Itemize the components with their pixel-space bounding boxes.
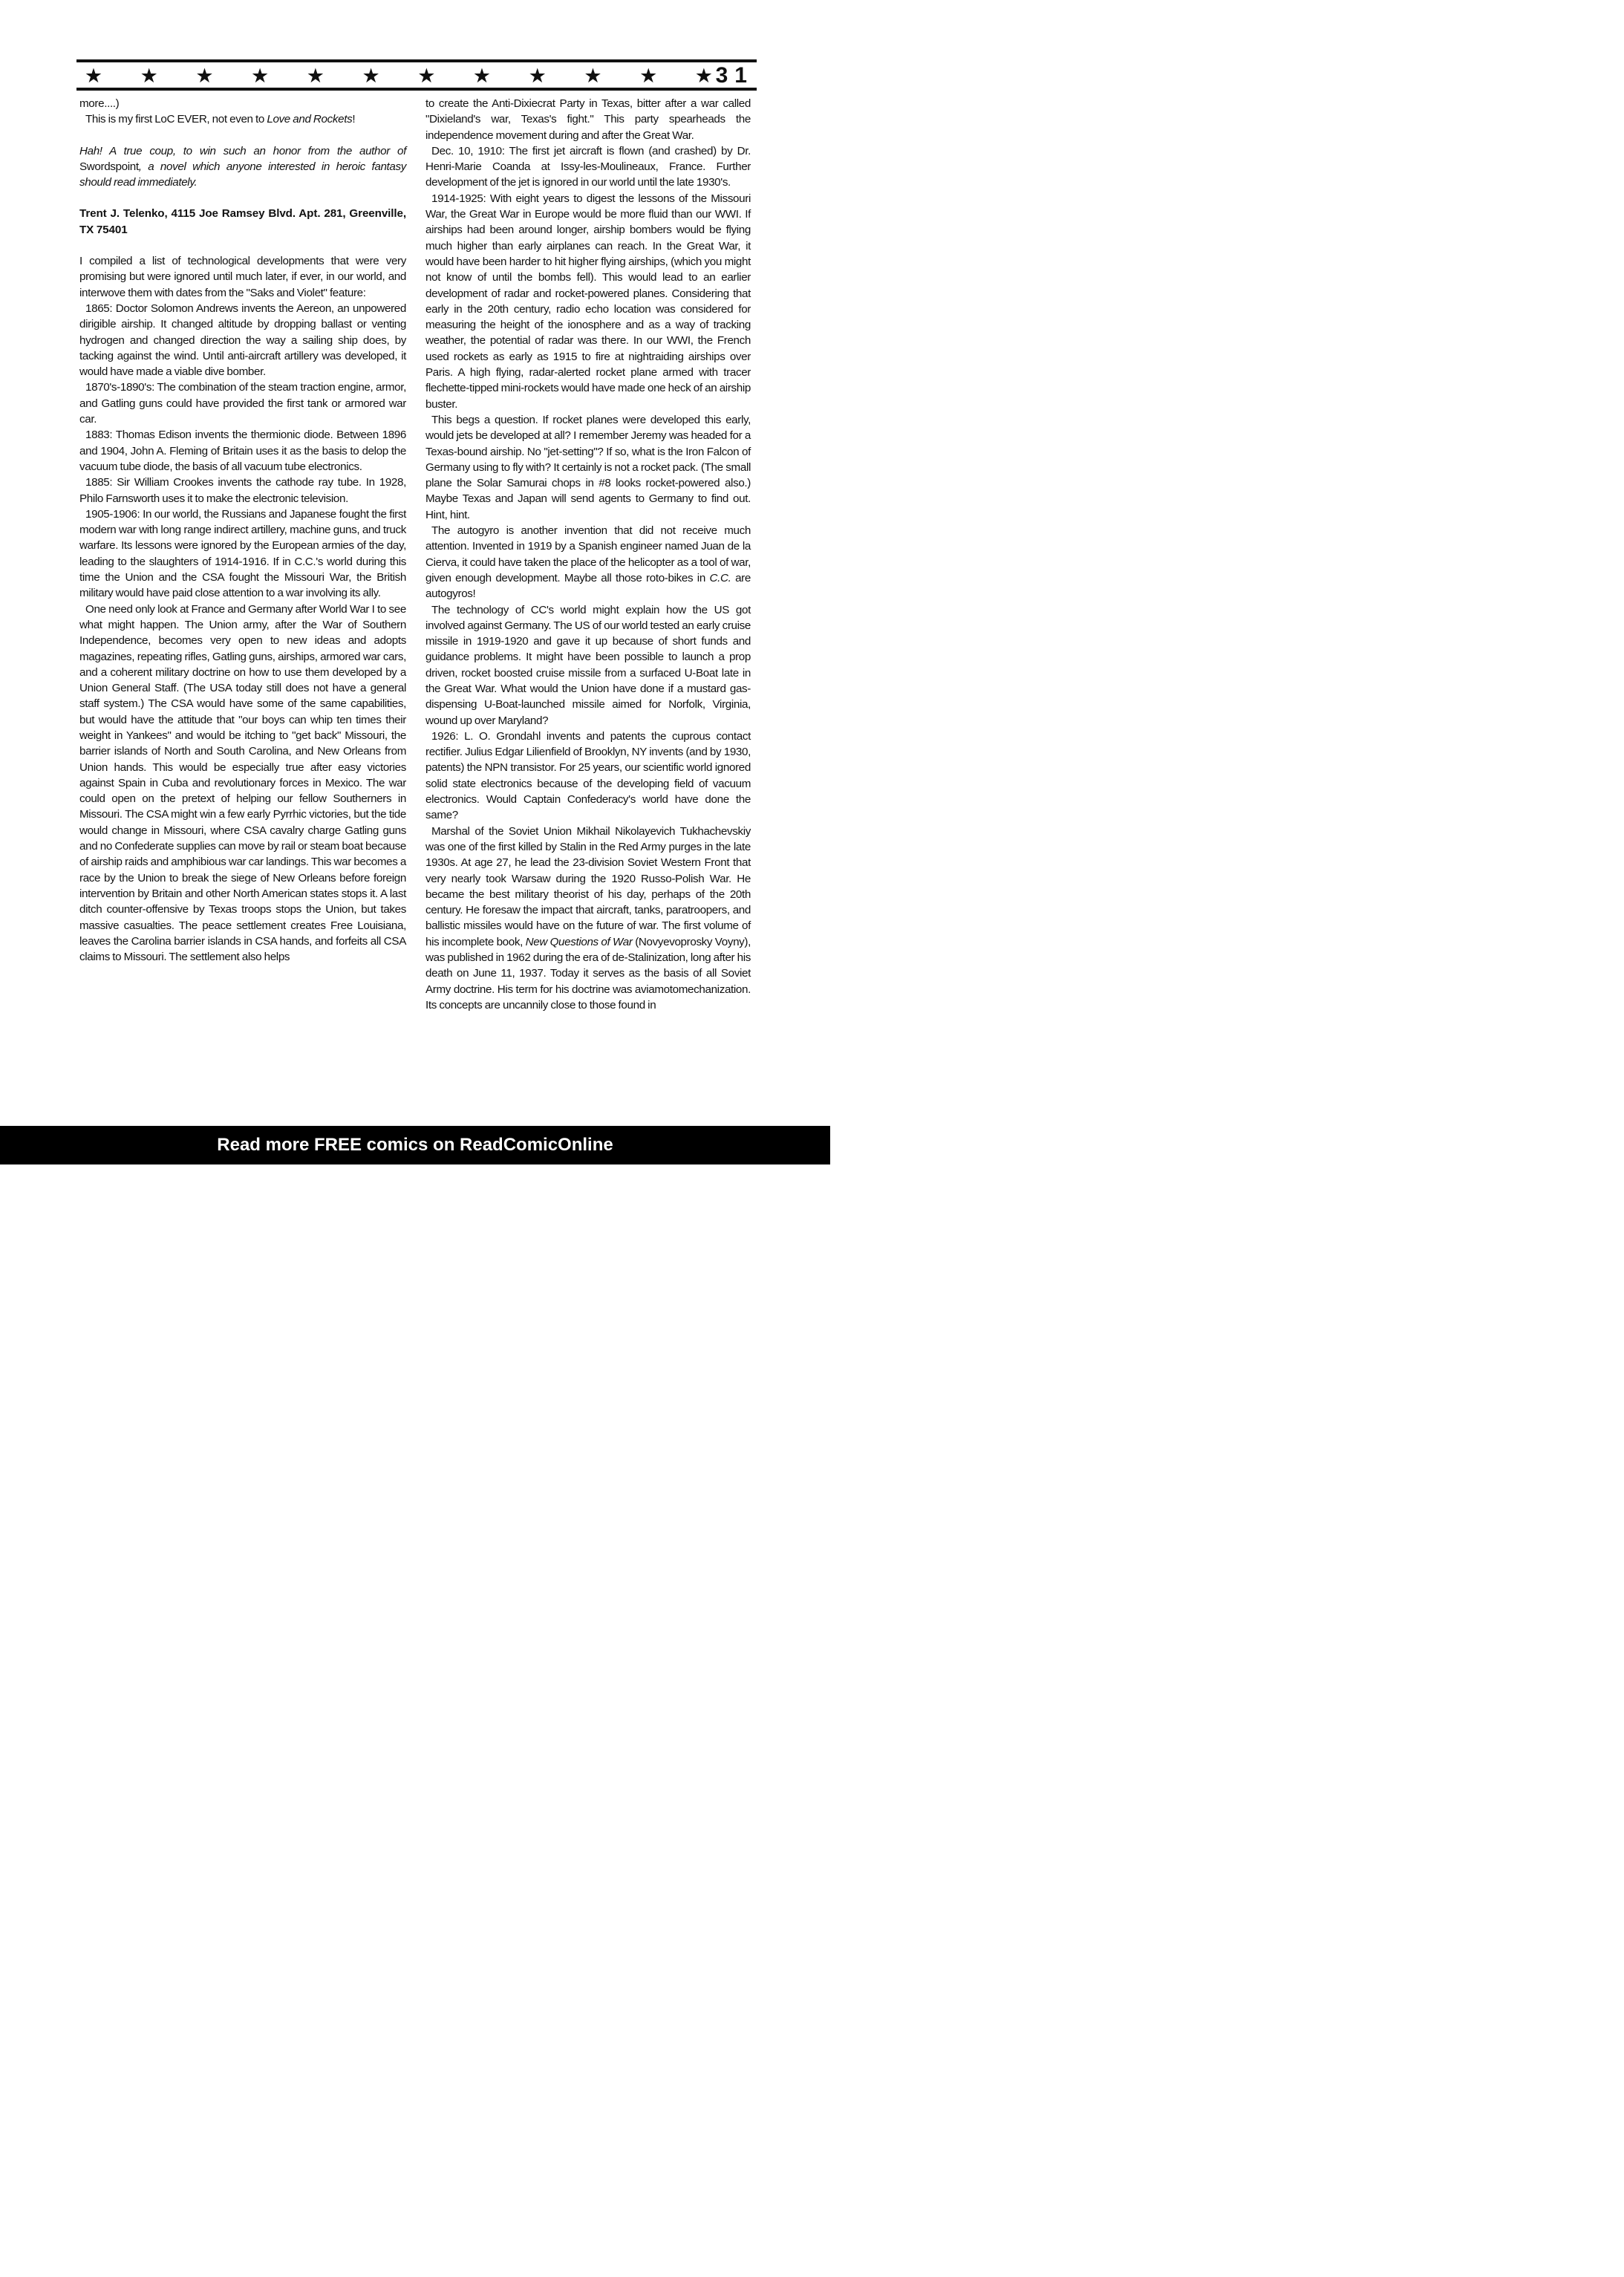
paragraph: more....) xyxy=(79,97,120,110)
star-icon: ★ xyxy=(472,65,492,88)
star-icon: ★ xyxy=(362,65,380,88)
paragraph: 1883: Thomas Edison invents the thermionic diode. Between 1896 and 1904, John A. Fleming of Britain uses it as the basis to delop the vacuum tube diode, the basis of all vacuum tube electronics. xyxy=(79,429,406,473)
star-icon: ★ xyxy=(306,65,325,88)
header-bottom-rule xyxy=(76,88,757,91)
paragraph: 1870's-1890's: The combination of the steam traction engine, armor, and Gatling guns could have provided the first tank or armored war car. xyxy=(79,381,406,426)
star-icon: ★ xyxy=(694,65,714,88)
book-title: C.C. xyxy=(709,571,731,584)
left-column xyxy=(79,96,406,965)
star-icon: ★ xyxy=(140,65,158,88)
editor-note: Hah! A true coup, to win such an honor from the author of Swordspoint, a novel which anyone interested in heroic fantasy should read immediately. xyxy=(79,144,406,189)
paragraph: This is my first LoC EVER, not even to Love and Rockets! xyxy=(85,113,356,126)
star-row xyxy=(76,65,715,88)
footer-banner[interactable] xyxy=(0,1126,830,1164)
paragraph: The autogyro is another invention that did not receive much attention. Invented in 1919 by a Spanish engineer named Juan de la Cierva, it could have taken the place of the helicopter as a tool of war, given enough development. Maybe all those roto-bikes in C.C. are autogyros! xyxy=(425,524,751,601)
paragraph: 1885: Sir William Crookes invents the cathode ray tube. In 1928, Philo Farnsworth uses it to make the electronic television. xyxy=(79,476,406,505)
header-top-rule xyxy=(76,59,757,62)
paragraph: 1914-1925: With eight years to digest the lessons of the Missouri War, the Great War in Europe would be more fluid than our WWI. If airships had been around longer, airship bombers would be flying much higher than early airplanes can reach. In the Great War, it would have been harder to hit higher flying airships, (which you might not know of until the bombs fell). This would lead to an earlier development of radar and rocket-powered planes. Considering that early in the 20th century, radio echo location was considered for measuring the height of the ionosphere and as a way of tracking weather, the potential of radar was there. In our WWI, the French used rockets as early as 1915 to fire at nightraiding airships over Paris. A high flying, radar-alerted rocket plane armed with tracer flechette-tipped mini-rockets would have made one heck of an airship buster. xyxy=(425,192,751,411)
star-icon: ★ xyxy=(639,65,658,88)
star-icon: ★ xyxy=(251,65,270,88)
star-icon: ★ xyxy=(528,65,547,88)
star-icon: ★ xyxy=(584,65,602,88)
book-title: New Questions of War xyxy=(525,935,633,948)
star-icon: ★ xyxy=(417,65,436,88)
paragraph: Dec. 10, 1910: The first jet aircraft is flown (and crashed) by Dr. Henri-Marie Coanda at Issy-les-Moulineaux, France. Further development of the jet is ignored in our world until the late 1930's. xyxy=(425,144,751,189)
paragraph: The technology of CC's world might explain how the US got involved against Germany. The US of our world tested an early cruise missile in 1919-1920 and gave it up because of short funds and guidance problems. It might have been possible to launch a prop driven, rocket boosted cruise missile from a surfaced U-Boat late in the Great War. What would the Union have done if a mustard gas-dispensing U-Boat-launched missile aimed for Norfolk, Virginia, wound up over Maryland? xyxy=(425,603,751,727)
star-icon: ★ xyxy=(84,65,103,88)
paragraph: to create the Anti-Dixiecrat Party in Texas, bitter after a war called "Dixieland's war, Texas's fight." This party spearheads the independence movement during and after the Great War. xyxy=(425,97,751,142)
star-icon: ★ xyxy=(195,65,214,88)
paragraph: 1865: Doctor Solomon Andrews invents the Aereon, an unpowered dirigible airship. It changed altitude by dropping ballast or venting hydrogen and changed direction the way a sailing ship does, by tacking against the wind. Until anti-aircraft artillery was developed, it would have made a viable dive bomber. xyxy=(79,302,406,379)
paragraph: 1926: L. O. Grondahl invents and patents the cuprous contact rectifier. Julius Edgar Lilienfield of Brooklyn, NY invents (and by 1930, patents) the NPN transistor. For 25 years, our scientific world ignored solid state electronics because of the developing field of vacuum electronics. Would Captain Confederacy's world have done the same? xyxy=(425,729,751,822)
paragraph: This begs a question. If rocket planes were developed this early, would jets be developed at all? I remember Jeremy was headed for a Texas-bound airship. No "jet-setting"? If so, what is the Iron Falcon of Germany using to fly with? It certainly is not a rocket pack. (The small plane the Solar Samurai chops in #8 looks rocket-powered also.) Maybe Texas and Japan will send agents to Germany to find out. Hint, hint. xyxy=(425,413,751,521)
paragraph: One need only look at France and Germany after World War I to see what might happen. The Union army, after the War of Southern Independence, becomes very open to new ideas and adopts magazines, repeating rifles, Gatling guns, airships, armored war cars, and a coherent military doctrine on how to use them developed by a Union General Staff. (The USA today still does not have a general staff system.) The CSA would have some of the same capabilities, but would have the attitude that "our boys can whip ten times their weight in Yankees" and would be itching to "get back" Missouri, the barrier islands of North and South Carolina, and New Orleans from Union hands. This would be especially true after easy victories against Spain in Cuba and revolutionary forces in Mexico. The war could open on the pretext of helping our fellow Southerners in Missouri. The CSA might win a few early Pyrrhic victories, but the tide would change in Missouri, where CSA cavalry charge Gatling guns and no Confederate supplies can move by rail or steam boat because of airship raids and amphibious war car landings. This war becomes a race by the Union to break the siege of New Orleans before foreign intervention by Britain and other North American states stops it. A last ditch counter-offensive by Texas troops stops the Union, but takes massive casualties. The peace settlement creates Free Louisiana, leaves the Carolina barrier islands in CSA hands, and forfeits all CSA claims to Missouri. The settlement also helps xyxy=(79,602,406,964)
page-number: 31 xyxy=(715,63,754,88)
footer-text[interactable]: Read more FREE comics on ReadComicOnline xyxy=(217,1135,613,1155)
page-header xyxy=(76,58,757,92)
letter-byline: Trent J. Telenko, 4115 Joe Ramsey Blvd. Apt. 281, Greenville, TX 75401 xyxy=(79,207,406,236)
paragraph: I compiled a list of technological developments that were very promising but were ignored until much later, if ever, in our world, and interwove them with dates from the "Saks and Violet" feature: xyxy=(79,255,406,299)
book-title: Swordspoint xyxy=(79,160,139,173)
book-title: Love and Rockets xyxy=(267,113,353,126)
paragraph: Marshal of the Soviet Union Mikhail Nikolayevich Tukhachevskiy was one of the first killed by Stalin in the Red Army purges in the late 1930s. At age 27, he lead the 23-division Soviet Western Front that very nearly took Warsaw during the 1920 Russo-Polish War. He became the best military theorist of his day, perhaps of the 20th century. He foresaw the impact that aircraft, tanks, paratroopers, and ballistic missiles would have on the future of war. The first volume of his incomplete book, New Questions of War (Novyevoprosky Voyny), was published in 1962 during the era of de-Stalinization, long after his death on June 11, 1937. Today it serves as the basis of all Soviet Army doctrine. His term for his doctrine was aviamotomechanization. Its concepts are uncannily close to those found in xyxy=(425,824,751,1012)
paragraph: 1905-1906: In our world, the Russians and Japanese fought the first modern war with long range indirect artillery, machine guns, and truck warfare. Its lessons were ignored by the European armies of the day, leading to the slaughters of 1914-1916. If in C.C.'s world during this time the Union and the CSA fought the Missouri War, the British military would have paid close attention to a war involving its ally. xyxy=(79,507,406,600)
right-column xyxy=(425,96,751,1013)
